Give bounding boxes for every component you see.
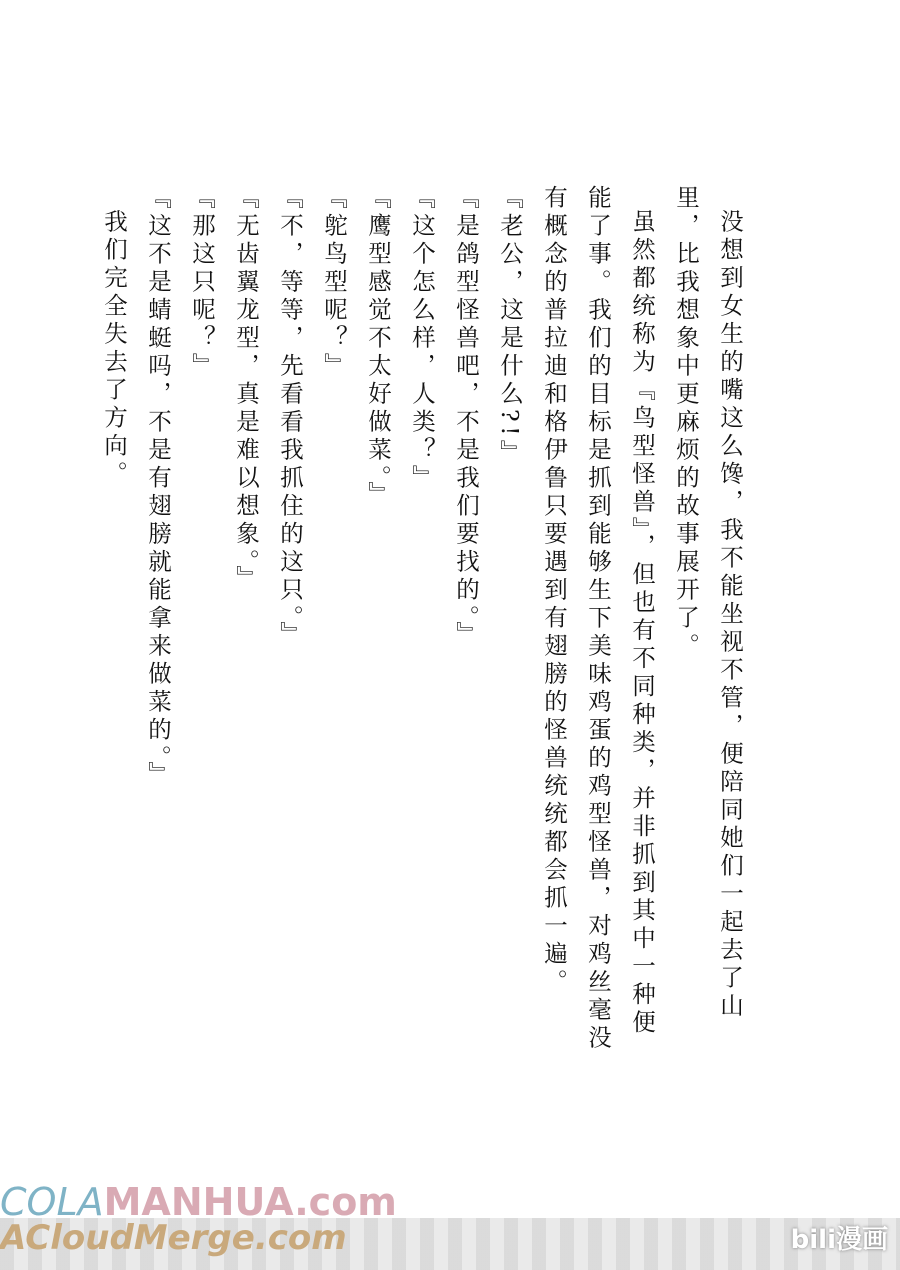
dialogue-line: 『是鸽型怪兽吧，不是我们要找的。』 [452, 185, 480, 650]
dialogue-line: 『鹰型感觉不太好做菜。』 [364, 185, 392, 510]
paragraph: 没想到女生的嘴这么馋，我不能坐视不管，便陪同她们一起去了山里，比我想象中更麻烦的故事展开了。 [672, 185, 744, 1021]
dialogue-line: 『无齿翼龙型，真是难以想象。』 [232, 185, 260, 594]
dialogue-line: 『那这只呢？』 [188, 185, 216, 381]
watermark-bottom: ACloudMerge.com [0, 1218, 347, 1258]
novel-text-column [92, 185, 752, 1055]
dialogue-line: 『老公，这是什么?!』 [496, 185, 524, 469]
watermark-cola: COLA [0, 1180, 104, 1224]
site-watermark [0, 1180, 397, 1258]
paragraph: 我们完全失去了方向。 [100, 208, 128, 489]
dialogue-line: 『不，等等，先看看我抓住的这只。』 [276, 185, 304, 650]
paragraph: 虽然都统称为『鸟型怪兽』，但也有不同种类，并非抓到其中一种便能了事。我们的目标是抓到能够生下美味鸡蛋的鸡型怪兽，对鸡丝毫没有概念的普拉迪和格伊鲁只要遇到有翅膀的怪兽统统都会抓一遍。 [540, 185, 656, 1053]
watermark-manhua: MANHUA.com [103, 1180, 397, 1224]
bili-logo: bili漫画 [790, 1225, 888, 1255]
dialogue-line: 『这个怎么样，人类？』 [408, 185, 436, 493]
dialogue-line: 『这不是蜻蜓吗，不是有翅膀就能拿来做菜的。』 [144, 185, 172, 790]
dialogue-line: 『鸵鸟型呢？』 [320, 185, 348, 381]
